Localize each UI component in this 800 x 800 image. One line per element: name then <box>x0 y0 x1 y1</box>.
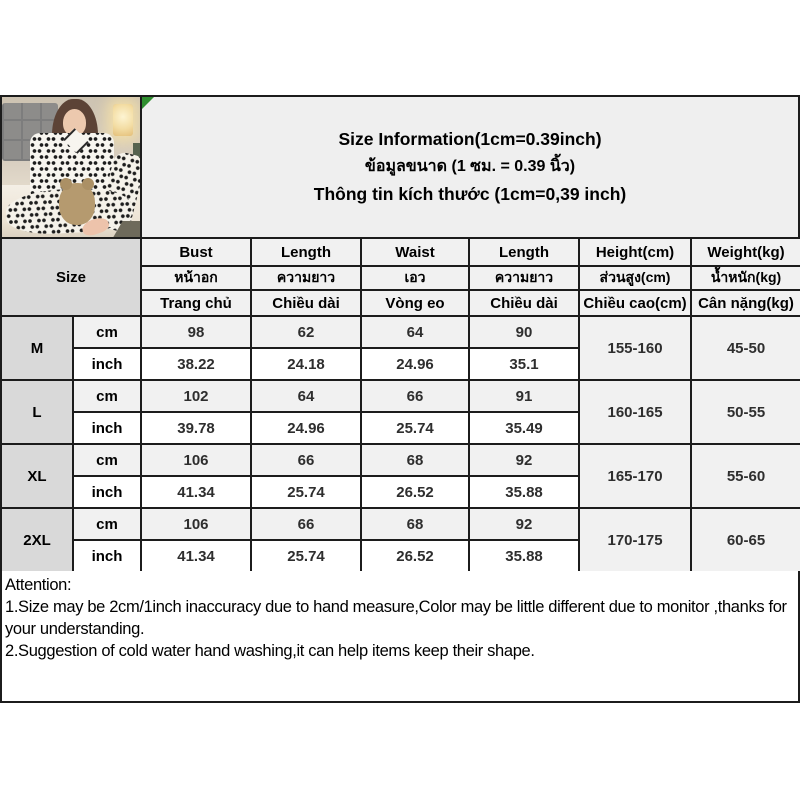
weight-range-2xl: 60-65 <box>691 508 800 572</box>
height-range-2xl: 170-175 <box>579 508 691 572</box>
title-english: Size Information(1cm=0.39inch) <box>338 128 602 149</box>
title-vietnamese: Thông tin kích thước (1cm=0,39 inch) <box>313 184 627 205</box>
table-cell: 35.88 <box>469 476 579 508</box>
attention-heading: Attention: <box>5 576 72 594</box>
table-cell: 35.1 <box>469 348 579 380</box>
title-thai: ข้อมูลขนาด (1 ซม. = 0.39 นิ้ว) <box>364 157 576 175</box>
table-cell: 24.96 <box>361 348 469 380</box>
size-label-2xl: 2XL <box>1 508 73 572</box>
col-header-weight-vi: Cân nặng(kg) <box>691 290 800 316</box>
unit-label: cm <box>73 380 141 412</box>
table-cell: 64 <box>251 380 361 412</box>
unit-label: inch <box>73 476 141 508</box>
col-header-length-th: ความยาว <box>251 266 361 290</box>
table-cell: 24.96 <box>251 412 361 444</box>
col-header-waist: Waist <box>361 238 469 266</box>
table-cell: 38.22 <box>141 348 251 380</box>
table-cell: 106 <box>141 508 251 540</box>
unit-label: inch <box>73 348 141 380</box>
size-label-m: M <box>1 316 73 380</box>
table-cell: 68 <box>361 444 469 476</box>
col-header-length2-th: ความยาว <box>469 266 579 290</box>
table-cell: 24.18 <box>251 348 361 380</box>
size-table <box>0 237 800 573</box>
teddy-bear-shape <box>59 183 95 225</box>
size-label-xl: XL <box>1 444 73 508</box>
table-cell: 35.49 <box>469 412 579 444</box>
col-header-weight-th: น้ำหนัก(kg) <box>691 266 800 290</box>
table-cell: 62 <box>251 316 361 348</box>
attention-note-2: 2.Suggestion of cold water hand washing,it can help items keep their shape. <box>5 642 535 660</box>
size-label-l: L <box>1 380 73 444</box>
table-cell: 106 <box>141 444 251 476</box>
table-cell: 90 <box>469 316 579 348</box>
table-cell: 25.74 <box>251 540 361 572</box>
table-cell: 35.88 <box>469 540 579 572</box>
unit-label: cm <box>73 316 141 348</box>
col-header-height-vi: Chiều cao(cm) <box>579 290 691 316</box>
table-cell: 92 <box>469 508 579 540</box>
table-cell: 68 <box>361 508 469 540</box>
title-panel <box>142 97 798 237</box>
height-range-m: 155-160 <box>579 316 691 380</box>
col-header-bust-vi: Trang chủ <box>141 290 251 316</box>
height-range-xl: 165-170 <box>579 444 691 508</box>
table-cell: 98 <box>141 316 251 348</box>
size-header-cell: Size <box>1 238 141 316</box>
table-cell: 26.52 <box>361 540 469 572</box>
attention-note-1: 1.Size may be 2cm/1inch inaccuracy due to hand measure,Color may be little different due to monitor ,thanks for your understanding. <box>5 598 787 638</box>
col-header-weight: Weight(kg) <box>691 238 800 266</box>
unit-label: cm <box>73 444 141 476</box>
col-header-length2-vi: Chiều dài <box>469 290 579 316</box>
unit-label: cm <box>73 508 141 540</box>
table-cell: 41.34 <box>141 540 251 572</box>
col-header-length-vi: Chiều dài <box>251 290 361 316</box>
col-header-waist-th: เอว <box>361 266 469 290</box>
green-corner-icon <box>142 97 154 109</box>
weight-range-l: 50-55 <box>691 380 800 444</box>
table-cell: 66 <box>251 444 361 476</box>
height-range-l: 160-165 <box>579 380 691 444</box>
table-cell: 102 <box>141 380 251 412</box>
table-cell: 64 <box>361 316 469 348</box>
table-cell: 92 <box>469 444 579 476</box>
col-header-height-th: ส่วนสูง(cm) <box>579 266 691 290</box>
table-cell: 25.74 <box>251 476 361 508</box>
col-header-height: Height(cm) <box>579 238 691 266</box>
table-cell: 91 <box>469 380 579 412</box>
unit-label: inch <box>73 412 141 444</box>
table-cell: 66 <box>361 380 469 412</box>
weight-range-xl: 55-60 <box>691 444 800 508</box>
col-header-length2: Length <box>469 238 579 266</box>
attention-box <box>0 571 800 703</box>
table-cell: 25.74 <box>361 412 469 444</box>
col-header-bust: Bust <box>141 238 251 266</box>
table-cell: 41.34 <box>141 476 251 508</box>
product-photo <box>2 97 142 237</box>
table-cell: 39.78 <box>141 412 251 444</box>
wall-lamp-shape <box>113 104 133 136</box>
unit-label: inch <box>73 540 141 572</box>
col-header-bust-th: หน้าอก <box>141 266 251 290</box>
col-header-waist-vi: Vòng eo <box>361 290 469 316</box>
col-header-length: Length <box>251 238 361 266</box>
weight-range-m: 45-50 <box>691 316 800 380</box>
top-section <box>0 95 800 237</box>
table-cell: 26.52 <box>361 476 469 508</box>
table-cell: 66 <box>251 508 361 540</box>
